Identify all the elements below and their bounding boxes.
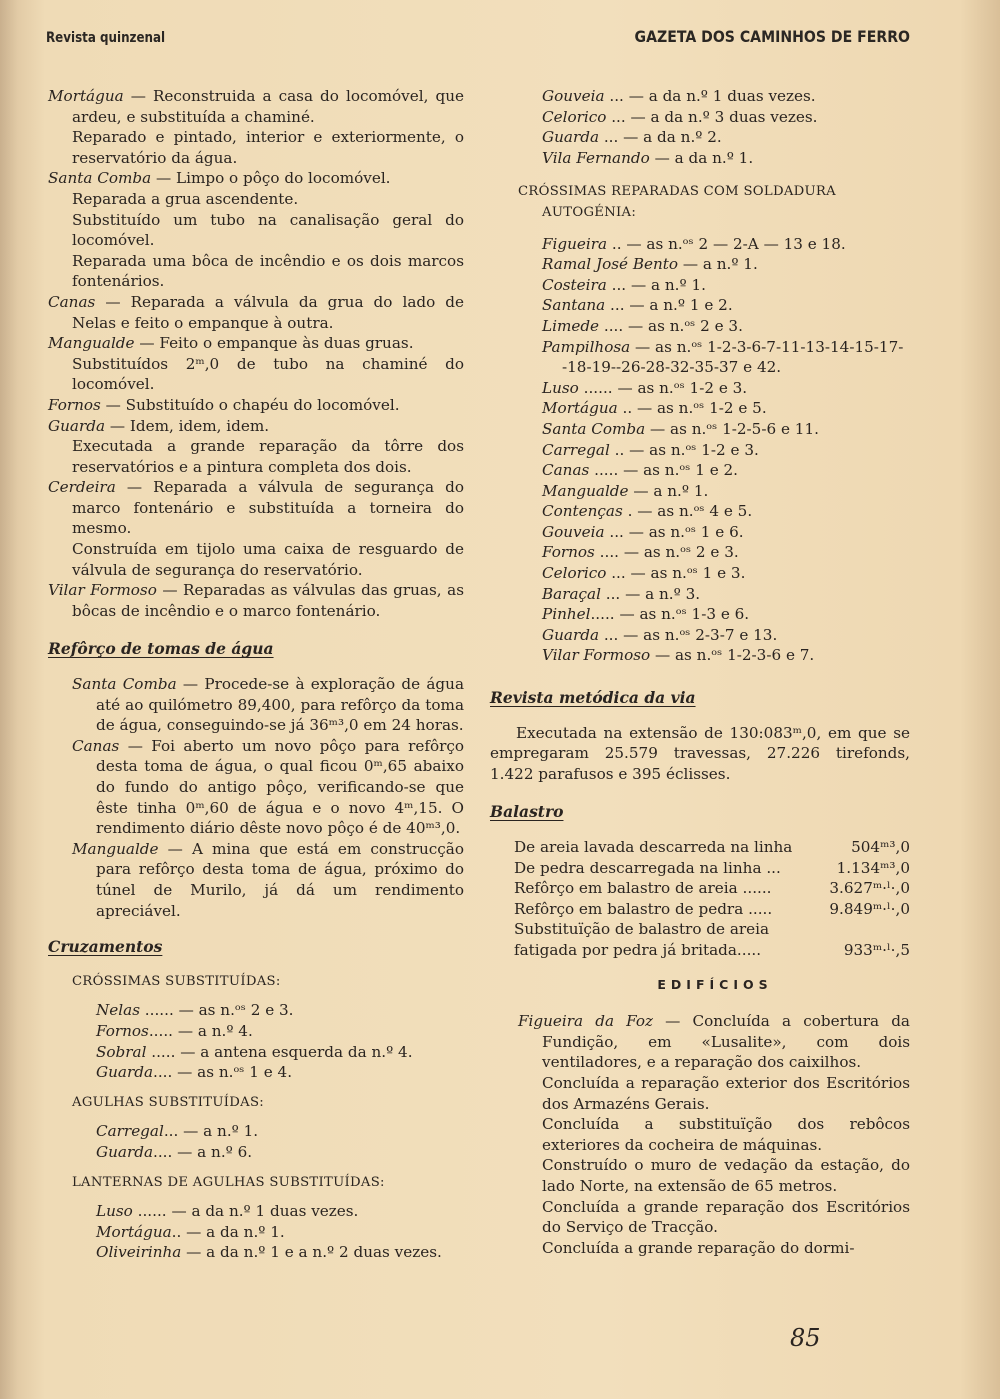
place-name: Gouveia bbox=[542, 522, 605, 541]
leader-dots: .. bbox=[617, 399, 637, 418]
place-name: Gouveia bbox=[542, 87, 605, 105]
place-name: Figueira da Foz bbox=[518, 1012, 654, 1031]
entry-fornos bbox=[48, 395, 464, 416]
leader-dots: ... bbox=[604, 522, 629, 541]
section-title-cruzamentos: Cruzamentos bbox=[48, 937, 163, 957]
entry-guarda bbox=[48, 416, 464, 478]
table-row bbox=[514, 837, 910, 858]
lanternas-heading: LANTERNAS DE AGULHAS SUBSTITUÍDAS: bbox=[72, 1174, 385, 1190]
entry-reforco-canas bbox=[72, 736, 464, 839]
section-title-balastro: Balastro bbox=[490, 802, 564, 822]
list-item bbox=[542, 501, 910, 522]
item-text: — a n.º 1. bbox=[682, 255, 758, 274]
leader-dots: ... bbox=[606, 564, 631, 583]
list-item bbox=[96, 1201, 464, 1222]
list-item bbox=[542, 604, 910, 625]
table-row bbox=[514, 899, 910, 920]
place-name: Mangualde bbox=[48, 334, 135, 353]
list-item bbox=[542, 460, 910, 481]
entry-subtext: Substituídos 2ᵐ,0 de tubo na chaminé do locomóvel. bbox=[72, 354, 464, 394]
place-name: Mortágua bbox=[96, 1222, 172, 1241]
entry-subtext: Construído o muro de vedação da estação, do lado Norte, na extensão de 65 metros. bbox=[542, 1156, 910, 1195]
place-name: Baraçal bbox=[542, 584, 601, 603]
place-name: Contenças bbox=[542, 502, 623, 521]
entry-text: — Concluída a cobertura da Fundição, em «Lusalite», com dois ventiladores, e a reparação dos caixilhos. bbox=[542, 1012, 910, 1072]
place-name: Cerdeira bbox=[48, 478, 116, 497]
balastro-value: 9.849ᵐ·ˡ·,0 bbox=[829, 899, 910, 918]
leader-dots: ..... bbox=[146, 1042, 181, 1061]
entry-subtext: Executada a grande reparação da tôrre dos reservatórios e a pintura completa dos dois. bbox=[72, 437, 464, 476]
leader-dots: ...... bbox=[578, 378, 618, 397]
list-item bbox=[542, 234, 910, 255]
place-name: Canas bbox=[72, 736, 120, 755]
revista-metodica-paragraph: Executada na extensão de 130:083ᵐ,0, em que se empregaram 25.579 travessas, 27.226 tirefonds, 1.422 parafusos e 395 éclisses. bbox=[490, 723, 910, 783]
place-name: Nelas bbox=[96, 1001, 140, 1020]
entry-text: — A mina que está em construcção para refôrço desta toma de água, próximo do túnel de Murilo, já dá um rendimento apreciável. bbox=[96, 839, 464, 920]
item-text: — as n.ᵒˢ 2 e 3. bbox=[628, 316, 743, 335]
list-item bbox=[542, 522, 910, 543]
balastro-label: De pedra descarregada na linha ... bbox=[514, 858, 781, 877]
item-text: — a da n.º 1 duas vezes. bbox=[171, 1202, 359, 1221]
item-text: — as n.ᵒˢ 2-3-7 e 13. bbox=[623, 625, 778, 644]
balastro-label: Refôrço em balastro de pedra ..... bbox=[514, 899, 773, 918]
leader-dots: .. bbox=[171, 1222, 187, 1241]
place-name: Luso bbox=[96, 1202, 133, 1221]
header-journal-frequency: Revista quinzenal bbox=[46, 30, 166, 46]
entry-text: — Substituído o chapéu do locomóvel. bbox=[100, 395, 400, 414]
item-text: — as n.ᵒˢ 1 e 2. bbox=[623, 461, 739, 480]
place-name: Guarda bbox=[542, 128, 600, 147]
entry-text: — Foi aberto um novo pôço para refôrço desta toma de água, o qual ficou 0ᵐ,65 abaixo do fundo do antigo pôço, verificando-se que êste tinha 0ᵐ,60 de água e o novo 4ᵐ,15. O rendimento diário dêste novo pôço é de 40ᵐ³,0. bbox=[96, 736, 464, 838]
list-item bbox=[542, 645, 910, 666]
list-item bbox=[542, 275, 910, 296]
entry-subtext: Construída em tijolo uma caixa de resguardo de válvula de segurança do reservatório. bbox=[72, 540, 464, 579]
list-item bbox=[542, 86, 910, 107]
item-text: — as n.ᵒˢ 1 e 3. bbox=[630, 564, 746, 583]
reforco-entries bbox=[72, 674, 464, 921]
page-number: 85 bbox=[790, 1324, 821, 1352]
list-item bbox=[542, 107, 910, 128]
place-name: Costeira bbox=[542, 275, 607, 294]
table-row bbox=[514, 858, 910, 879]
item-text: — a n.º 3. bbox=[625, 584, 701, 603]
item-text: — a n.º 1 e 2. bbox=[629, 296, 733, 315]
leader-dots: ... bbox=[606, 275, 631, 294]
place-name: Pampilhosa bbox=[542, 337, 631, 356]
item-text: — a da n.º 1 duas vezes. bbox=[628, 87, 816, 105]
list-item bbox=[542, 148, 910, 169]
place-name: Oliveirinha bbox=[96, 1243, 182, 1262]
entry-subtext: Reparado e pintado, interior e exteriormente, o reservatório da água. bbox=[72, 128, 464, 167]
leader-dots: ... bbox=[604, 87, 629, 105]
leader-dots: .... bbox=[153, 1142, 178, 1161]
balastro-value: 504ᵐ³,0 bbox=[851, 838, 910, 856]
list-item bbox=[96, 1242, 464, 1263]
lanternas-list-continued bbox=[542, 86, 910, 168]
list-item bbox=[542, 625, 910, 646]
item-text: — a da n.º 2. bbox=[623, 128, 722, 147]
list-item bbox=[542, 127, 910, 148]
leader-dots: ... bbox=[606, 107, 631, 126]
list-item bbox=[542, 440, 910, 461]
item-text: — as n.ᵒˢ 1-2 e 5. bbox=[636, 399, 767, 418]
leader-dots: . bbox=[622, 502, 638, 521]
place-name: Fornos bbox=[542, 543, 595, 562]
place-name: Limede bbox=[542, 316, 600, 335]
entry-mangualde bbox=[48, 333, 464, 395]
right-column bbox=[490, 86, 910, 1258]
balastro-table bbox=[514, 837, 910, 961]
leader-dots: ..... bbox=[148, 1021, 178, 1040]
section-title-edificios: EDIFÍCIOS bbox=[657, 976, 773, 992]
item-text: — as n.ᵒˢ 1-2 e 3. bbox=[629, 440, 759, 459]
item-text: — a n.º 1. bbox=[183, 1122, 259, 1141]
place-name: Ramal José Bento bbox=[542, 255, 678, 274]
place-name: Santa Comba bbox=[542, 419, 646, 438]
section-title-revista-metodica: Revista metódica da via bbox=[490, 688, 696, 708]
place-name: Vilar Formoso bbox=[48, 581, 157, 600]
entry-reforco-mangualde bbox=[72, 839, 464, 921]
list-item bbox=[542, 584, 910, 605]
list-item bbox=[542, 316, 910, 337]
entry-text: — Reparada a válvula de segurança do marco fontenário e substituída a torneira do mesmo. bbox=[72, 478, 464, 538]
list-item bbox=[542, 254, 910, 275]
place-name: Vila Fernando bbox=[542, 148, 650, 167]
crossimas-reparadas-list bbox=[542, 234, 910, 666]
place-name: Carregal bbox=[96, 1122, 164, 1141]
balastro-value: 1.134ᵐ³,0 bbox=[836, 858, 910, 877]
table-row bbox=[514, 919, 910, 960]
balastro-value: 3.627ᵐ·ˡ·,0 bbox=[829, 879, 910, 898]
place-name: Canas bbox=[48, 292, 96, 311]
lanternas-list bbox=[96, 1201, 464, 1263]
crossimas-substituidas-list bbox=[96, 1000, 464, 1082]
entry-vilar-formoso bbox=[48, 580, 464, 621]
place-name: Carregal bbox=[542, 440, 610, 459]
entry-santa-comba bbox=[48, 168, 464, 292]
list-item bbox=[96, 1142, 464, 1163]
item-text: — a da n.º 1. bbox=[186, 1222, 285, 1241]
list-item bbox=[96, 1062, 464, 1083]
place-name: Celorico bbox=[542, 107, 607, 126]
item-text: — as n.ᵒˢ 1 e 6. bbox=[628, 522, 744, 541]
crossimas-substituidas-heading: CRÓSSIMAS SUBSTITUÍDAS: bbox=[72, 973, 281, 989]
entry-subtext: Reparada uma bôca de incêndio e os dois marcos fontenários. bbox=[72, 251, 464, 291]
list-item bbox=[542, 378, 910, 399]
entry-subtext: Concluída a grande reparação do dormi- bbox=[542, 1238, 855, 1257]
place-name: Guarda bbox=[48, 416, 106, 435]
entry-text: — Limpo o pôço do locomóvel. bbox=[151, 169, 391, 188]
left-column bbox=[48, 86, 464, 1269]
item-text: — as n.ᵒˢ 1-2-5-6 e 11. bbox=[650, 419, 819, 438]
list-item bbox=[542, 398, 910, 419]
place-name: Celorico bbox=[542, 564, 607, 583]
place-name: Santa Comba bbox=[72, 675, 177, 694]
place-name: Santana bbox=[542, 296, 606, 315]
entry-subtext: Reparada a grua ascendente. bbox=[72, 189, 299, 208]
list-item bbox=[542, 419, 910, 440]
entry-text: — Reparada a válvula da grua do lado de Nelas e feito o empanque à outra. bbox=[72, 292, 464, 332]
item-text: — as n.ᵒˢ 1-2-3-6 e 7. bbox=[654, 646, 815, 665]
header-journal-title: GAZETA DOS CAMINHOS DE FERRO bbox=[634, 27, 910, 46]
entry-cerdeira bbox=[48, 477, 464, 580]
place-name: Mortágua bbox=[542, 399, 618, 418]
leader-dots: .... bbox=[153, 1063, 178, 1082]
entry-text: — Reparadas as válvulas das gruas, as bôcas de incêndio e o marco fontenário. bbox=[72, 581, 464, 620]
leader-dots: ..... bbox=[590, 605, 620, 624]
leader-dots: .... bbox=[594, 543, 624, 562]
place-name: Guarda bbox=[96, 1142, 154, 1161]
entry-subtext: Substituído um tubo na canalisação geral do locomóvel. bbox=[72, 210, 464, 250]
leader-dots: ...... bbox=[132, 1202, 172, 1221]
leader-dots: ...... bbox=[139, 1001, 179, 1020]
leader-dots: .. bbox=[609, 440, 630, 459]
place-name: Pinhel bbox=[542, 605, 591, 624]
leader-dots: .... bbox=[599, 316, 629, 335]
table-row bbox=[514, 878, 910, 899]
item-text: — as n.ᵒˢ 1 e 4. bbox=[177, 1063, 293, 1082]
place-name: Mangualde bbox=[72, 839, 159, 858]
item-text: — as n.ᵒˢ 1-2-3-6-7-11-13-14-15-17--18-19--26-28-32-35-37 e 42. bbox=[562, 337, 904, 377]
leader-dots: .. bbox=[607, 234, 627, 253]
place-name: Fornos bbox=[96, 1021, 149, 1040]
crossimas-reparadas-heading: CRÓSSIMAS REPARADAS COM SOLDADURA AUTOGÉNIA: bbox=[518, 184, 836, 220]
place-name: Mangualde bbox=[542, 481, 629, 500]
list-item bbox=[542, 295, 910, 316]
place-name: Fornos bbox=[48, 395, 101, 414]
leader-dots: ... bbox=[599, 625, 624, 644]
leader-dots: ... bbox=[599, 128, 624, 147]
entry-subtext: Concluída a grande reparação dos Escritórios do Serviço de Tracção. bbox=[542, 1197, 910, 1237]
item-text: — a da n.º 1. bbox=[654, 148, 754, 167]
leader-dots: ..... bbox=[589, 461, 624, 480]
entry-text: — Reconstruida a casa do locomóvel, que ardeu, e substituída a chaminé. bbox=[72, 87, 464, 126]
list-item bbox=[96, 1042, 464, 1063]
item-text: — as n.ᵒˢ 4 e 5. bbox=[637, 502, 753, 521]
section-title-reforco: Refôrço de tomas de água bbox=[48, 639, 274, 659]
list-item bbox=[96, 1021, 464, 1042]
agulhas-substituidas-list bbox=[96, 1121, 464, 1162]
entry-canas bbox=[48, 292, 464, 333]
water-supply-entries bbox=[48, 86, 464, 621]
item-text: — a n.º 4. bbox=[177, 1021, 253, 1040]
place-name: Mortágua bbox=[48, 87, 124, 105]
entry-mortagua bbox=[48, 86, 464, 168]
entry-text: — Feito o empanque às duas gruas. bbox=[134, 334, 414, 353]
place-name: Guarda bbox=[96, 1063, 154, 1082]
balastro-label: Substituïção de balastro de areia fatigada por pedra já britada..... bbox=[514, 920, 770, 959]
item-text: — a n.º 6. bbox=[177, 1142, 253, 1161]
item-text: — as n.ᵒˢ 1-3 e 6. bbox=[619, 605, 750, 624]
list-item bbox=[542, 542, 910, 563]
item-text: — as n.ᵒˢ 2 e 3. bbox=[623, 543, 739, 562]
item-text: — as n.ᵒˢ 2 e 3. bbox=[178, 1001, 294, 1020]
balastro-label: De areia lavada descarreda na linha bbox=[514, 838, 793, 856]
item-text: — a da n.º 1 e a n.º 2 duas vezes. bbox=[186, 1243, 442, 1262]
place-name: Vilar Formoso bbox=[542, 646, 651, 665]
item-text: — a antena esquerda da n.º 4. bbox=[180, 1042, 413, 1061]
balastro-label: Refôrço em balastro de areia ...... bbox=[514, 879, 772, 898]
item-text: — a da n.º 3 duas vezes. bbox=[630, 107, 818, 126]
place-name: Sobral bbox=[96, 1042, 147, 1061]
entry-text: — Procede-se à exploração de água até ao quilómetro 89,400, para refôrço da toma de água, conseguindo-se já 36ᵐ³,0 em 24 horas. bbox=[96, 675, 464, 735]
leader-dots: ... bbox=[605, 296, 630, 315]
entry-subtext: Concluída a reparação exterior dos Escritórios dos Armazéns Gerais. bbox=[542, 1073, 910, 1113]
place-name: Santa Comba bbox=[48, 169, 152, 188]
leader-dots: ... bbox=[163, 1122, 184, 1141]
list-item bbox=[96, 1222, 464, 1243]
item-text: — as n.ᵒˢ 2 — 2-A — 13 e 18. bbox=[626, 234, 846, 253]
entry-text: — Idem, idem, idem. bbox=[105, 416, 270, 435]
balastro-value: 933ᵐ·ˡ·,5 bbox=[843, 940, 910, 959]
list-item bbox=[542, 563, 910, 584]
list-item bbox=[542, 337, 910, 378]
place-name: Figueira bbox=[542, 234, 608, 253]
item-text: — as n.ᵒˢ 1-2 e 3. bbox=[617, 378, 748, 397]
leader-dots: ... bbox=[600, 584, 626, 603]
place-name: Guarda bbox=[542, 625, 600, 644]
entry-figueira-da-foz bbox=[518, 1011, 910, 1258]
list-item bbox=[96, 1121, 464, 1142]
place-name: Canas bbox=[542, 461, 590, 480]
agulhas-substituidas-heading: AGULHAS SUBSTITUÍDAS: bbox=[72, 1094, 265, 1110]
item-text: — a n.º 1. bbox=[630, 275, 706, 294]
entry-reforco-santa-comba bbox=[72, 674, 464, 736]
list-item bbox=[542, 481, 910, 502]
list-item bbox=[96, 1000, 464, 1021]
entry-subtext: Concluída a substituïção dos rebôcos exteriores da cocheira de máquinas. bbox=[542, 1115, 910, 1154]
place-name: Luso bbox=[542, 378, 579, 397]
item-text: — a n.º 1. bbox=[633, 481, 709, 500]
